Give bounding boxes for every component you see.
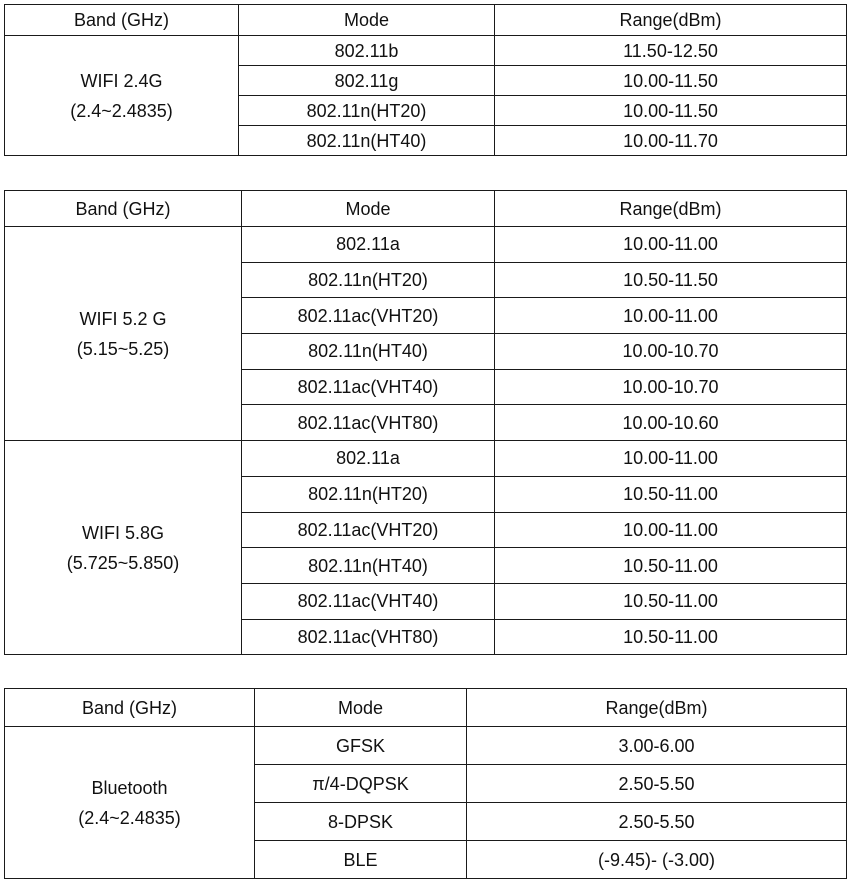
mode-cell: 802.11ac(VHT20) — [242, 298, 495, 334]
band-cell — [5, 227, 242, 441]
table-row — [5, 441, 847, 477]
band-frequency: (5.725~5.850) — [66, 552, 180, 573]
band-cell — [5, 727, 255, 879]
range-cell: 10.00-11.50 — [495, 66, 847, 96]
range-cell: 10.50-11.00 — [495, 583, 847, 619]
bluetooth-power-table — [4, 688, 847, 879]
range-cell: 10.00-10.70 — [495, 334, 847, 370]
mode-cell: 802.11n(HT20) — [239, 96, 495, 126]
wifi-2-4g-power-table — [4, 4, 847, 156]
range-cell: 10.50-11.00 — [495, 476, 847, 512]
band-name: WIFI 5.8G — [81, 522, 164, 543]
range-cell: 2.50-5.50 — [467, 765, 847, 803]
mode-cell: π/4-DQPSK — [255, 765, 467, 803]
mode-cell: 802.11b — [239, 36, 495, 66]
mode-cell: GFSK — [255, 727, 467, 765]
table-header-row — [5, 191, 847, 227]
mode-cell: BLE — [255, 841, 467, 879]
wifi-5g-power-table — [4, 190, 847, 655]
mode-cell: 8-DPSK — [255, 803, 467, 841]
mode-cell: 802.11n(HT40) — [242, 334, 495, 370]
header-mode: Mode — [255, 689, 467, 727]
header-mode: Mode — [239, 5, 495, 36]
mode-cell: 802.11n(HT20) — [242, 262, 495, 298]
range-cell: 10.00-11.00 — [495, 441, 847, 477]
band-frequency: (2.4~2.4835) — [70, 100, 173, 121]
range-cell: 10.00-11.50 — [495, 96, 847, 126]
mode-cell: 802.11n(HT40) — [242, 548, 495, 584]
band-cell — [5, 36, 239, 156]
mode-cell: 802.11ac(VHT40) — [242, 369, 495, 405]
range-cell: 2.50-5.50 — [467, 803, 847, 841]
header-band: Band (GHz) — [5, 689, 255, 727]
table-row — [5, 727, 847, 765]
range-cell: 10.50-11.50 — [495, 262, 847, 298]
mode-cell: 802.11ac(VHT40) — [242, 583, 495, 619]
header-band: Band (GHz) — [5, 191, 242, 227]
mode-cell: 802.11ac(VHT80) — [242, 405, 495, 441]
range-cell: 3.00-6.00 — [467, 727, 847, 765]
mode-cell: 802.11g — [239, 66, 495, 96]
range-cell: 10.00-11.00 — [495, 298, 847, 334]
header-range: Range(dBm) — [495, 5, 847, 36]
header-mode: Mode — [242, 191, 495, 227]
table-header-row — [5, 689, 847, 727]
mode-cell: 802.11n(HT20) — [242, 476, 495, 512]
mode-cell: 802.11ac(VHT80) — [242, 619, 495, 655]
header-band: Band (GHz) — [5, 5, 239, 36]
range-cell: 10.00-11.70 — [495, 126, 847, 156]
range-cell: 10.00-10.70 — [495, 369, 847, 405]
range-cell: 10.00-11.00 — [495, 512, 847, 548]
range-cell: (-9.45)- (-3.00) — [467, 841, 847, 879]
range-cell: 10.00-11.00 — [495, 227, 847, 263]
header-range: Range(dBm) — [467, 689, 847, 727]
header-range: Range(dBm) — [495, 191, 847, 227]
band-frequency: (5.15~5.25) — [76, 338, 170, 359]
range-cell: 10.50-11.00 — [495, 619, 847, 655]
mode-cell: 802.11a — [242, 227, 495, 263]
range-cell: 10.00-10.60 — [495, 405, 847, 441]
table-header-row — [5, 5, 847, 36]
band-cell — [5, 441, 242, 655]
range-cell: 11.50-12.50 — [495, 36, 847, 66]
band-name: WIFI 2.4G — [80, 70, 163, 91]
band-name: Bluetooth — [91, 777, 168, 798]
mode-cell: 802.11a — [242, 441, 495, 477]
range-cell: 10.50-11.00 — [495, 548, 847, 584]
mode-cell: 802.11ac(VHT20) — [242, 512, 495, 548]
band-frequency: (2.4~2.4835) — [78, 807, 181, 828]
mode-cell: 802.11n(HT40) — [239, 126, 495, 156]
table-row — [5, 227, 847, 263]
band-name: WIFI 5.2 G — [79, 308, 167, 329]
table-row — [5, 36, 847, 66]
